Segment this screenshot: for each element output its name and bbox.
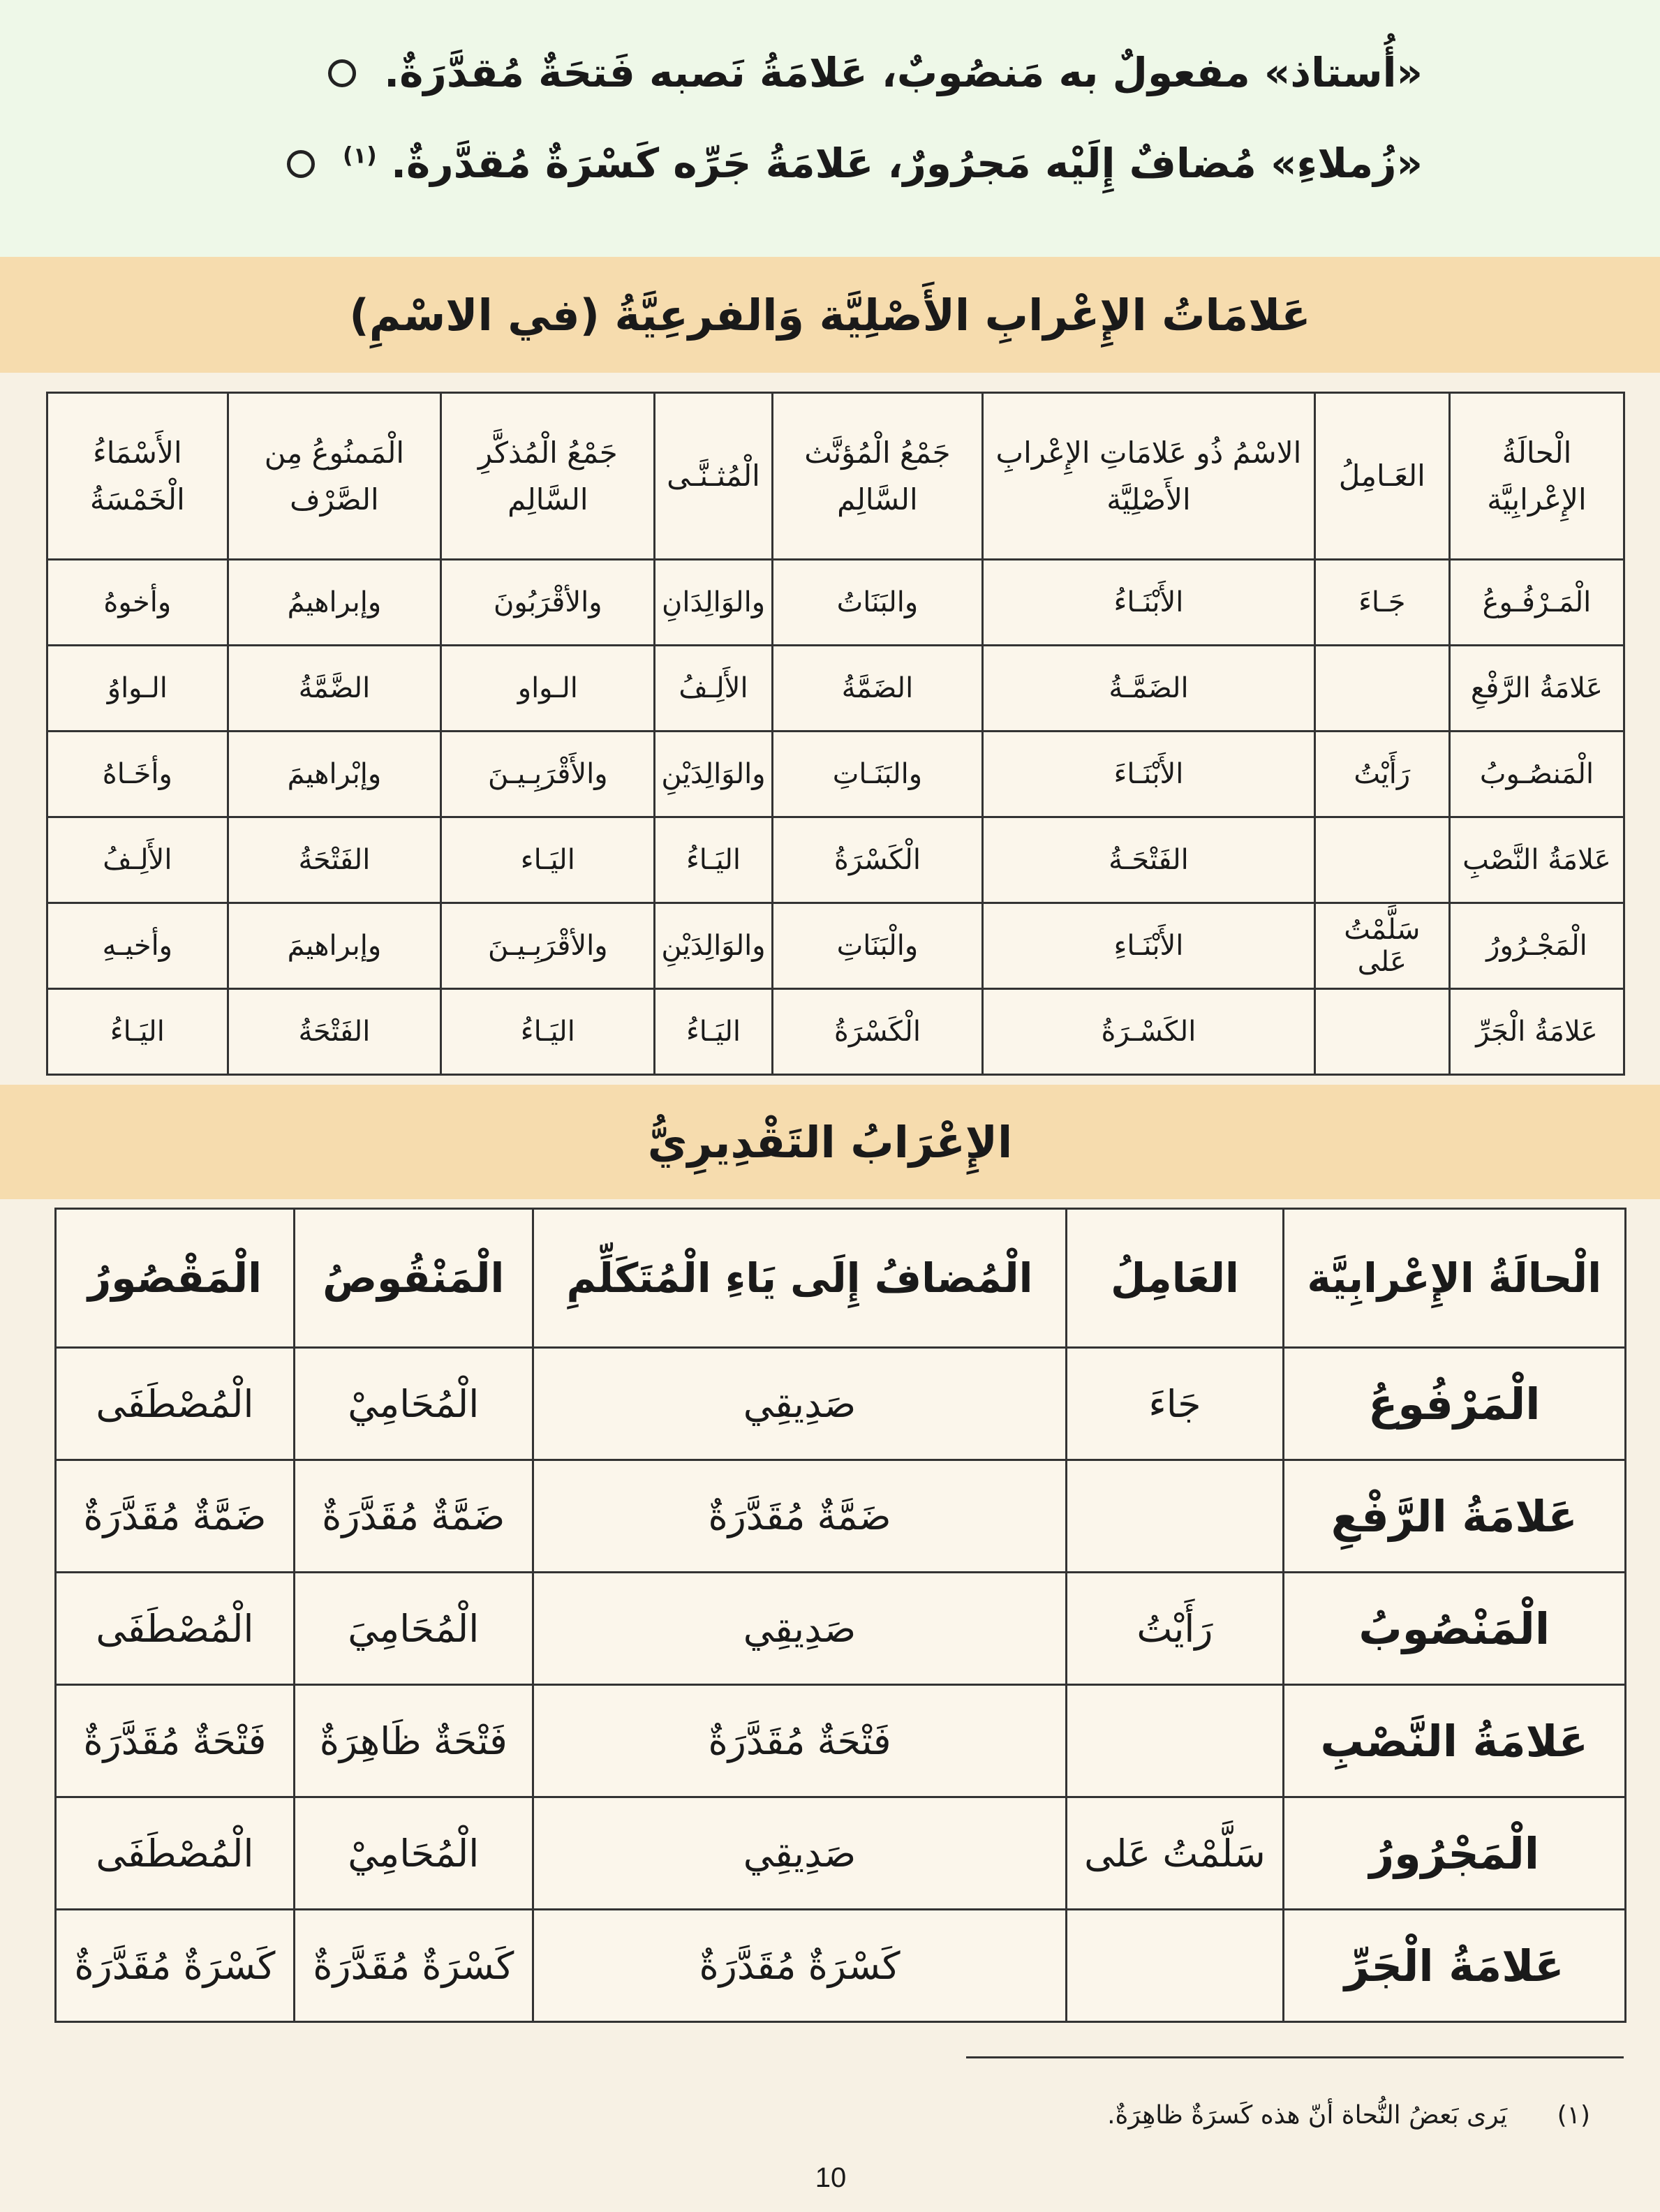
estimated-parsing-table (54, 1208, 1626, 2023)
original-marks-table (46, 392, 1625, 1076)
table-cell: وإبراهيمُ (228, 560, 441, 646)
table-row (56, 1460, 1626, 1573)
table-cell: ضَمَّةٌ مُقَدَّرَةٌ (294, 1460, 533, 1573)
table-row (47, 646, 1624, 732)
table-cell: والأَقْرَبِـيـنَ (441, 732, 655, 817)
bullet-text: «زُملاءِ» مُضافٌ إِلَيْه مَجرُورٌ، عَلامَةُ جَرِّه كَسْرَةٌ مُقدَّرةٌ. $^{(١)}$ (343, 140, 1423, 187)
page-number: 10 (815, 2162, 847, 2193)
header-cell: الْمَنْقُوصُ (294, 1209, 533, 1348)
table-cell (1314, 989, 1449, 1075)
table-cell: الفَتْحَـةُ (983, 817, 1314, 903)
table-cell: والبَنَاتُ (772, 560, 983, 646)
section-title-original-marks (0, 257, 1660, 373)
table-cell: والأقْرَبِـيـنَ (441, 903, 655, 989)
bullet-text: «أُستاذ» مفعولٌ به مَنصُوبٌ، عَلامَةُ نَصبه فَتحَةٌ مُقدَّرَةٌ. (384, 49, 1423, 96)
table-cell: جَاءَ (1067, 1348, 1283, 1460)
table-cell: عَلامَةُ الرَّفْعِ (1449, 646, 1624, 732)
table-cell (1314, 646, 1449, 732)
table-cell: اليَـاءُ (655, 817, 772, 903)
table-cell: الْكَسْرَةُ (772, 989, 983, 1075)
table-cell: الفَتْحَةُ (228, 817, 441, 903)
header-cell: الْمَقْصُورُ (56, 1209, 295, 1348)
footnote-text: يَرى بَعضُ النُّحاة أنّ هذه كَسرَةٌ ظاهِرَةٌ. (1107, 2101, 1508, 2130)
bullet-circle-icon (287, 150, 315, 178)
header-cell: جَمْعُ الْمُذكَّرِ السَّالِم (441, 393, 655, 560)
table-cell: وأخوهُ (47, 560, 228, 646)
table-cell: سَلَّمْتُ عَلى (1067, 1797, 1283, 1910)
table-cell (1067, 1460, 1283, 1573)
table-cell: جَـاءَ (1314, 560, 1449, 646)
table-cell: الأَبْنَـاءِ (983, 903, 1314, 989)
header-cell: الْحالَةُ الإِعْرابِيَّة (1283, 1209, 1625, 1348)
table-cell: اليَـاءُ (47, 989, 228, 1075)
table-row (47, 732, 1624, 817)
table-cell: الأَلِـفُ (47, 817, 228, 903)
table-cell: الضَمَّةُ (772, 646, 983, 732)
table-cell: الْمُصْطَفَى (56, 1573, 295, 1685)
table-cell: عَلامَةُ الرَّفْعِ (1283, 1460, 1625, 1573)
table-row (56, 1797, 1626, 1910)
table-cell: الْمَجْـرُورُ (1449, 903, 1624, 989)
table-cell: الْمُحَامِيَ (294, 1573, 533, 1685)
table-cell: الأَلِـفُ (655, 646, 772, 732)
table-cell: عَلامَةُ الْجَرِّ (1449, 989, 1624, 1075)
header-cell: الْمَمنُوعُ مِن الصَّرْف (228, 393, 441, 560)
table-cell: الْمُحَامِيْ (294, 1797, 533, 1910)
table-cell: وأخَـاهُ (47, 732, 228, 817)
table-cell: كَسْرَةٌ مُقَدَّرَةٌ (56, 1910, 295, 2022)
table-cell: والوَالِدَيْنِ (655, 903, 772, 989)
table-cell: والأقْرَبُونَ (441, 560, 655, 646)
footnote-divider (966, 2056, 1624, 2058)
bullet-circle-icon (328, 59, 356, 87)
table-cell: صَدِيقِي (533, 1797, 1067, 1910)
table-cell: فَتْحَةٌ مُقَدَّرَةٌ (56, 1685, 295, 1797)
table-cell: فَتْحَةٌ مُقَدَّرَةٌ (533, 1685, 1067, 1797)
table-cell: عَلامَةُ النَّصْبِ (1283, 1685, 1625, 1797)
header-cell: جَمْعُ الْمُؤنَّث السَّالِم (772, 393, 983, 560)
header-cell: الْحالَةُ الإِعْرابِيَّة (1449, 393, 1624, 560)
table-cell: اليَـاءُ (441, 989, 655, 1075)
table-cell: الْمَنْصُوبُ (1283, 1573, 1625, 1685)
table-row (56, 1348, 1626, 1460)
section-title-text: عَلامَاتُ الإِعْرابِ الأَصْلِيَّة وَالفرعِيَّةُ (في الاسْمِ) (349, 289, 1311, 341)
bullet-item-1 (236, 49, 1423, 98)
header-cell: الأَسْمَاءُ الْخَمْسَةُ (47, 393, 228, 560)
table-cell: الأَبْنَـاءَ (983, 732, 1314, 817)
table-row (47, 817, 1624, 903)
bullet-item-2 (236, 140, 1423, 188)
footnote-ref: (١) (343, 142, 377, 169)
table-cell: ضَمَّةٌ مُقَدَّرَةٌ (533, 1460, 1067, 1573)
table-cell: الْمُصْطَفَى (56, 1797, 295, 1910)
table-cell: عَلامَةُ الْجَرِّ (1283, 1910, 1625, 2022)
table-cell: الْمَنصُـوبُ (1449, 732, 1624, 817)
table-row (47, 560, 1624, 646)
table-cell: والبَنَـاتِ (772, 732, 983, 817)
table-cell: الضَّمَّةُ (228, 646, 441, 732)
header-cell: العَـامِلُ (1314, 393, 1449, 560)
section-title-estimated-parsing (0, 1085, 1660, 1199)
table-cell: الأَبْنَـاءُ (983, 560, 1314, 646)
table-cell: الْكَسْرَةُ (772, 817, 983, 903)
table-cell: فَتْحَةٌ ظَاهِرَةٌ (294, 1685, 533, 1797)
table-cell: الْمَـرْفُـوعُ (1449, 560, 1624, 646)
table-cell: الكَسْـرَةُ (983, 989, 1314, 1075)
header-cell: الاسْمُ ذُو عَلامَاتِ الإِعْرابِ الأَصْلِيَّة (983, 393, 1314, 560)
table-cell: الْمَجْرُورُ (1283, 1797, 1625, 1910)
table-cell: رَأَيْتُ (1067, 1573, 1283, 1685)
table-cell: اليَـاءُ (655, 989, 772, 1075)
table-cell: عَلامَةُ النَّصْبِ (1449, 817, 1624, 903)
table-cell (1067, 1910, 1283, 2022)
table-cell: صَدِيقِي (533, 1348, 1067, 1460)
table-cell: الـواو (441, 646, 655, 732)
table-cell (1314, 817, 1449, 903)
table-cell: كَسْرَةٌ مُقَدَّرَةٌ (294, 1910, 533, 2022)
table-cell: الْمُحَامِيْ (294, 1348, 533, 1460)
table-header-row (47, 393, 1624, 560)
table-row (56, 1685, 1626, 1797)
table-cell (1067, 1685, 1283, 1797)
header-cell: الْمُضافُ إِلَى يَاءِ الْمُتَكَلِّمِ (533, 1209, 1067, 1348)
header-cell: الْمُثـنَّـى (655, 393, 772, 560)
table-cell: الضَمَّـةُ (983, 646, 1314, 732)
table-row (56, 1910, 1626, 2022)
table-row (47, 989, 1624, 1075)
table-cell: كَسْرَةٌ مُقَدَّرَةٌ (533, 1910, 1067, 2022)
top-background (0, 0, 1660, 257)
table-cell: صَدِيقِي (533, 1573, 1067, 1685)
table-cell: الفَتْحَةُ (228, 989, 441, 1075)
table-cell: والوَالِدَيْنِ (655, 732, 772, 817)
table-cell: سَلَّمْتُ عَلى (1314, 903, 1449, 989)
table-row (56, 1573, 1626, 1685)
header-cell: العَامِلُ (1067, 1209, 1283, 1348)
table-header-row (56, 1209, 1626, 1348)
table-cell: رَأَيْتُ (1314, 732, 1449, 817)
footnote (683, 2101, 1590, 2130)
table-cell: ضَمَّةٌ مُقَدَّرَةٌ (56, 1460, 295, 1573)
table-cell: وأخيـهِ (47, 903, 228, 989)
footnote-number: (١) (1557, 2101, 1590, 2130)
table-cell: الـواوُ (47, 646, 228, 732)
table-cell: الْمَرْفُوعُ (1283, 1348, 1625, 1460)
table-cell: والْبَنَاتِ (772, 903, 983, 989)
section-title-text: الإِعْرَابُ التَقْدِيرِيُّ (647, 1116, 1013, 1168)
table-row (47, 903, 1624, 989)
table-cell: والوَالِدَانِ (655, 560, 772, 646)
table-cell: الْمُصْطَفَى (56, 1348, 295, 1460)
table-cell: وإبْراهيمَ (228, 732, 441, 817)
table-cell: وإبراهيمَ (228, 903, 441, 989)
table-cell: اليَـاء (441, 817, 655, 903)
